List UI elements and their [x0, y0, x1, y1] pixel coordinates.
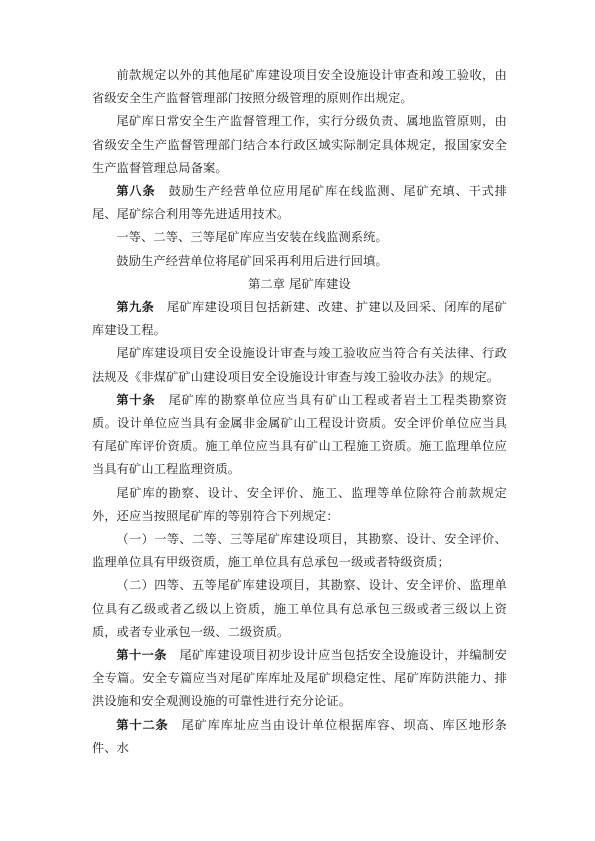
article-number: 第九条: [116, 300, 155, 315]
paragraph: 尾矿库建设项目安全设施设计审查与竣工验收应当符合有关法律、行政法规及《非煤矿矿山建设项目安全设施设计审查与竣工验收办法》的规定。: [92, 346, 507, 384]
paragraph: [92, 296, 507, 342]
article-number: 第八条: [116, 184, 156, 199]
article-text: 尾矿库库址应当由设计单位根据库容、坝高、库区地形条件、水: [92, 717, 508, 755]
article-text: 鼓励生产经营单位应用尾矿库在线监测、尾矿充填、干式排尾、尾矿综合利用等先进适用技术。: [92, 184, 507, 222]
paragraph: [92, 180, 507, 226]
article-text: 尾矿库建设项目初步设计应当包括安全设施设计，并编制安全专篇。安全专篇应当对尾矿库库址及尾矿坝稳定性、尾矿库防洪能力、排洪设施和安全观测设施的可靠性进行充分论证。: [92, 648, 507, 709]
paragraph: [92, 389, 507, 482]
paragraph: [92, 714, 507, 760]
paragraph: 尾矿库日常安全生产监督管理工作，实行分级负责、属地监管原则，由省级安全生产监督管理部门结合本行政区域实际制定具体规定，报国家安全生产监督管理总局备案。: [92, 114, 507, 175]
article-number: 第十一条: [116, 648, 167, 663]
paragraph: 前款规定以外的其他尾矿库建设项目安全设施设计审查和竣工验收，由省级安全生产监督管理部门按照分级管理的原则作出规定。: [92, 68, 507, 106]
chapter-heading: 第二章 尾矿库建设: [248, 276, 351, 291]
paragraph: 尾矿库的勘察、设计、安全评价、施工、监理等单位除符合前款规定外，还应当按照尾矿库的等别符合下列规定：: [92, 485, 507, 523]
article-text: 尾矿库建设项目包括新建、改建、扩建以及回采、闭库的尾矿库建设工程。: [92, 300, 507, 338]
list-item: （一）一等、二等、三等尾矿库建设项目，其勘察、设计、安全评价、监理单位具有甲级资质，施工单位具有总承包一级或者特级资质；: [92, 532, 507, 570]
paragraph: 一等、二等、三等尾矿库应当安装在线监测系统。: [116, 230, 388, 245]
article-number: 第十条: [116, 392, 156, 407]
document-page: [92, 64, 507, 760]
article-text: 尾矿库的勘察单位应当具有矿山工程或者岩土工程类勘察资质。设计单位应当具有金属非金属矿山工程设计资质。安全评价单位应当具有尾矿库评价资质。施工单位应当具有矿山工程施工资质。施工监理单位应当具有矿山工程监理资质。: [92, 392, 507, 477]
paragraph: [92, 644, 507, 714]
article-number: 第十二条: [116, 717, 169, 732]
paragraph: 鼓励生产经营单位将尾矿回采再利用后进行回填。: [116, 253, 388, 268]
list-item: （二）四等、五等尾矿库建设项目，其勘察、设计、安全评价、监理单位具有乙级或者乙级以上资质，施工单位具有总承包三级或者三级以上资质，或者专业承包一级、二级资质。: [92, 578, 507, 639]
